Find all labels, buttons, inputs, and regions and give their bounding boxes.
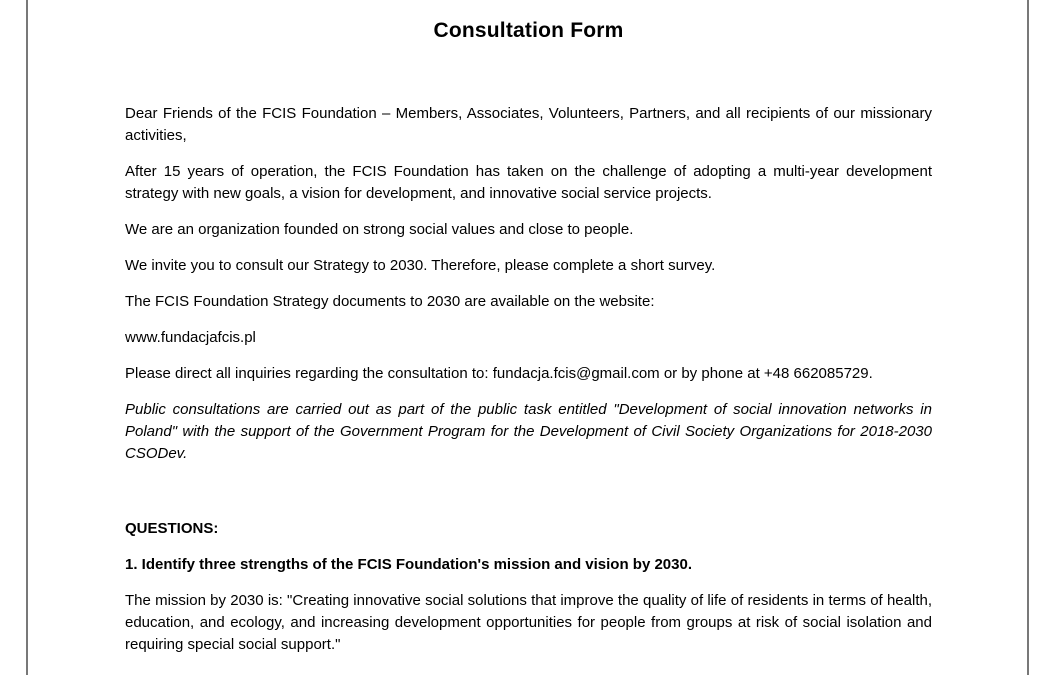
paragraph-intro: After 15 years of operation, the FCIS Foundation has taken on the challenge of adopting a multi-year development strategy with new goals, a vision for development, and innovative social service projects. [125, 163, 932, 202]
document-title: Consultation Form [433, 19, 624, 42]
paragraph-legal-note: Public consultations are carried out as part of the public task entitled "Development of social innovation networks in Poland" with the support of the Government Program for the Development of Civil Society Organizations for 2018-2030 CSODev. [125, 401, 932, 462]
website-url: www.fundacjafcis.pl [125, 329, 256, 346]
question-1-body: The mission by 2030 is: "Creating innovative social solutions that improve the quality of life of residents in terms of health, education, and ecology, and increasing development opportunities for people from groups at risk of social isolation and requiring special social support." [125, 592, 932, 653]
paragraph-contact: Please direct all inquiries regarding the consultation to: fundacja.fcis@gmail.com or by phone at +48 662085729. [125, 365, 873, 382]
paragraph-invitation: We invite you to consult our Strategy to 2030. Therefore, please complete a short survey. [125, 257, 716, 274]
paragraph-website-intro: The FCIS Foundation Strategy documents to 2030 are available on the website: [125, 293, 655, 310]
paragraph-values: We are an organization founded on strong social values and close to people. [125, 221, 634, 238]
paragraph-greeting: Dear Friends of the FCIS Foundation – Members, Associates, Volunteers, Partners, and all recipients of our missionary activities, [125, 105, 932, 144]
questions-heading: QUESTIONS: [125, 520, 219, 537]
question-1-heading: 1. Identify three strengths of the FCIS Foundation's mission and vision by 2030. [125, 556, 692, 573]
